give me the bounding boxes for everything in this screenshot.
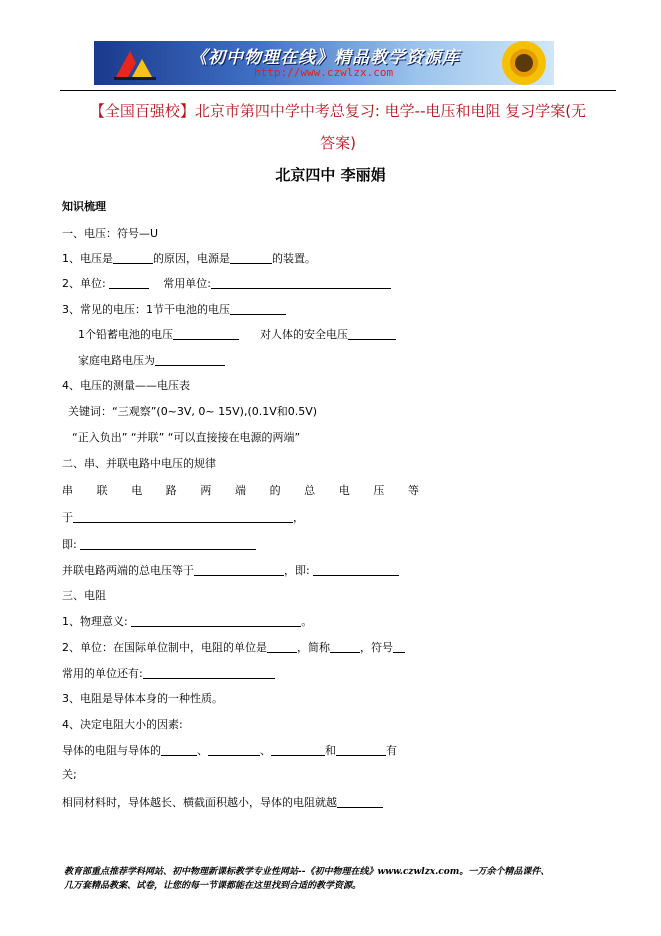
- blank[interactable]: [109, 276, 149, 289]
- banner-title: 《初中物理在线》精品教学资源库: [190, 48, 460, 68]
- sunflower-icon: [494, 41, 554, 85]
- line-same-material: 相同材料时，导体越长、横截面积越小，导体的电阻就越: [62, 795, 383, 810]
- line-common-voltage: 3、常见的电压：1节干电池的电压: [62, 302, 286, 317]
- line-series-parallel: 二、串、并联电路中电压的规律: [62, 457, 216, 470]
- blank[interactable]: [73, 510, 293, 523]
- logo-icon: [112, 47, 158, 81]
- blank[interactable]: [271, 743, 325, 756]
- blank[interactable]: [161, 743, 197, 756]
- blank[interactable]: [194, 563, 284, 576]
- header-banner: [94, 41, 554, 85]
- line-other-units: 常用的单位还有:: [62, 666, 275, 681]
- line-keywords-2: “正入负出” “并联” “可以直接接在电源的两端”: [72, 431, 301, 444]
- blank[interactable]: [337, 795, 383, 808]
- title-line-1: 【全国百强校】北京市第四中学中考总复习: 电学--电压和电阻 复习学案(无: [89, 102, 587, 120]
- line-voltmeter: 4、电压的测量——电压表: [62, 379, 190, 392]
- blank[interactable]: [211, 276, 391, 289]
- line-series-spread: 串 联 电 路 两 端 的 总 电 压 等: [62, 484, 419, 497]
- blank[interactable]: [155, 353, 225, 366]
- line-series-equal: 于 ，: [62, 511, 304, 524]
- line-physical-meaning: 1、物理意义: 。: [62, 615, 313, 628]
- line-series-formula: 即:: [62, 537, 256, 552]
- author-line: 北京四中 李丽娟: [275, 166, 386, 184]
- page-title: [58, 95, 618, 159]
- blank[interactable]: [80, 537, 256, 550]
- title-line-2: 答案): [320, 134, 356, 152]
- line-battery-voltage: 1个铅蓄电池的电压 对人体的安全电压: [78, 327, 396, 342]
- footer-line-2: 几万套精品教案、试卷，让您的每一节课都能在这里找到合适的教学资源。: [64, 881, 362, 891]
- line-factors-detail: 导体的电阻与导体的 、 、 和 有: [62, 744, 397, 757]
- line-units: 2、单位: 常用单位:: [62, 276, 391, 291]
- blank[interactable]: [348, 327, 396, 340]
- blank[interactable]: [173, 327, 239, 340]
- header-rule: [60, 90, 616, 91]
- blank[interactable]: [208, 743, 260, 756]
- blank[interactable]: [267, 640, 297, 653]
- banner-url[interactable]: http://www.czwlzx.com: [254, 66, 394, 79]
- blank[interactable]: [143, 666, 275, 679]
- blank[interactable]: [230, 302, 286, 315]
- blank[interactable]: [131, 614, 301, 627]
- blank[interactable]: [393, 640, 405, 653]
- line-parallel: 并联电路两端的总电压等于 ，即:: [62, 563, 399, 578]
- line-voltage-def: 1、电压是 的原因，电源是 的装置。: [62, 252, 316, 265]
- blank[interactable]: [336, 743, 386, 756]
- blank[interactable]: [230, 251, 272, 264]
- line-factors: 4、决定电阻大小的因素:: [62, 718, 183, 731]
- page-footer: [64, 865, 624, 893]
- line-keywords: 关键词：“三观察”(0~3V, 0~ 15V),(0.1V和0.5V): [68, 405, 318, 418]
- line-resistance-heading: 三、电阻: [62, 589, 106, 602]
- line-home-voltage: 家庭电路电压为: [78, 353, 225, 368]
- footer-line-1: 教育部重点推荐学科网站、初中物理新课标教学专业性网站--《初中物理在线》www.czwlzx.com。一万余个精品课件、: [64, 867, 550, 877]
- blank[interactable]: [113, 251, 153, 264]
- blank[interactable]: [330, 640, 360, 653]
- blank[interactable]: [313, 563, 399, 576]
- line-voltage-symbol: 一、电压：符号—U: [62, 227, 159, 240]
- section-heading: 知识梳理: [62, 200, 106, 213]
- line-resistance-unit: 2、单位：在国际单位制中，电阻的单位是 ，简称 ，符号: [62, 640, 405, 655]
- line-factors-end: 关;: [62, 768, 77, 781]
- line-resistance-property: 3、电阻是导体本身的一种性质。: [62, 692, 223, 705]
